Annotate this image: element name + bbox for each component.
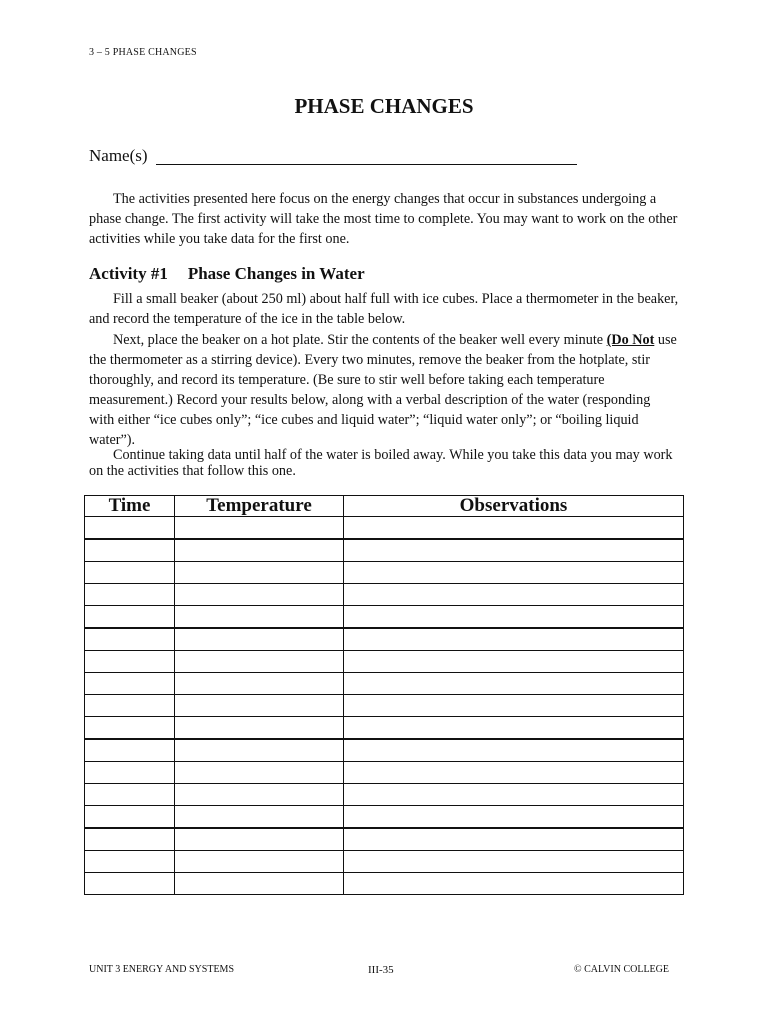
data-table: [84, 495, 684, 895]
page-title: PHASE CHANGES: [294, 94, 474, 118]
observations-cell[interactable]: [344, 806, 684, 829]
paragraph-2-text-b: use the thermometer as a stirring device). Every two minutes, remove the beaker from the hotplate, stir thoroughly, and record its temperature. (Be sure to stir well before taking each temperature measurement.) Record your results below, along with a verbal description of the water (responding with either “ice cubes only”; “ice cubes and liquid water”; “liquid water only”; or “boiling liquid water”).: [89, 332, 677, 448]
time-cell[interactable]: [85, 584, 175, 606]
footer-copyright: © CALVIN COLLEGE: [574, 964, 669, 975]
table-row: [85, 562, 684, 584]
observations-cell[interactable]: [344, 651, 684, 673]
table-row: [85, 606, 684, 629]
header-time: Time: [85, 496, 175, 517]
temperature-cell[interactable]: [175, 717, 344, 740]
observations-cell[interactable]: [344, 695, 684, 717]
footer-unit: UNIT 3 ENERGY AND SYSTEMS: [89, 964, 235, 975]
table-row: [85, 784, 684, 806]
paragraph-2-text-a: Next, place the beaker on a hot plate. Stir the contents of the beaker well every minute: [113, 332, 607, 348]
temperature-cell[interactable]: [175, 873, 344, 895]
temperature-cell[interactable]: [175, 628, 344, 651]
temperature-cell[interactable]: [175, 762, 344, 784]
header-observations: Observations: [344, 496, 684, 517]
temperature-cell[interactable]: [175, 784, 344, 806]
observations-cell[interactable]: [344, 828, 684, 851]
time-cell[interactable]: [85, 873, 175, 895]
observations-cell[interactable]: [344, 584, 684, 606]
table-body: [85, 517, 684, 895]
time-cell[interactable]: [85, 828, 175, 851]
time-cell[interactable]: [85, 673, 175, 695]
table-row: [85, 851, 684, 873]
table-row: [85, 517, 684, 540]
table-row: [85, 584, 684, 606]
do-not-warning: (Do Not: [606, 332, 655, 348]
time-cell[interactable]: [85, 717, 175, 740]
time-cell[interactable]: [85, 739, 175, 762]
observations-cell[interactable]: [344, 562, 684, 584]
observations-cell[interactable]: [344, 517, 684, 540]
table-row: [85, 828, 684, 851]
time-cell[interactable]: [85, 695, 175, 717]
temperature-cell[interactable]: [175, 673, 344, 695]
observations-cell[interactable]: [344, 762, 684, 784]
time-cell[interactable]: [85, 806, 175, 829]
temperature-cell[interactable]: [175, 539, 344, 562]
observations-cell[interactable]: [344, 717, 684, 740]
temperature-cell[interactable]: [175, 651, 344, 673]
time-cell[interactable]: [85, 784, 175, 806]
observations-cell[interactable]: [344, 606, 684, 629]
temperature-cell[interactable]: [175, 517, 344, 540]
time-cell[interactable]: [85, 851, 175, 873]
table-row: [85, 539, 684, 562]
observations-cell[interactable]: [344, 628, 684, 651]
time-cell[interactable]: [85, 517, 175, 540]
activity-paragraph-3: Continue taking data until half of the water is boiled away. While you take this data you may work on the activities that follow this one.: [89, 447, 673, 479]
temperature-cell[interactable]: [175, 851, 344, 873]
observations-cell[interactable]: [344, 784, 684, 806]
observations-cell[interactable]: [344, 739, 684, 762]
time-cell[interactable]: [85, 606, 175, 629]
name-label: Name(s): [89, 146, 148, 165]
temperature-cell[interactable]: [175, 739, 344, 762]
header-temperature: Temperature: [175, 496, 344, 517]
table-row: [85, 651, 684, 673]
time-cell[interactable]: [85, 562, 175, 584]
table-row: [85, 628, 684, 651]
observations-cell[interactable]: [344, 539, 684, 562]
intro-paragraph: The activities presented here focus on the energy changes that occur in substances undergoing a phase change. The first activity will take the most time to complete. You may want to work on the other activities while you take data for the first one.: [89, 191, 678, 247]
temperature-cell[interactable]: [175, 562, 344, 584]
footer-page-number: III-35: [368, 964, 394, 976]
table-header-row: [85, 496, 684, 517]
activity-number: Activity #1: [89, 264, 168, 283]
time-cell[interactable]: [85, 539, 175, 562]
table-row: [85, 762, 684, 784]
table-row: [85, 806, 684, 829]
activity-paragraph-2: [89, 330, 679, 450]
temperature-cell[interactable]: [175, 828, 344, 851]
temperature-cell[interactable]: [175, 584, 344, 606]
table-row: [85, 695, 684, 717]
temperature-cell[interactable]: [175, 606, 344, 629]
time-cell[interactable]: [85, 651, 175, 673]
observations-cell[interactable]: [344, 851, 684, 873]
observations-cell[interactable]: [344, 873, 684, 895]
table-row: [85, 673, 684, 695]
table-row: [85, 717, 684, 740]
activity-title: Phase Changes in Water: [187, 264, 365, 283]
activity-paragraph-1: Fill a small beaker (about 250 ml) about half full with ice cubes. Place a thermometer in the beaker, and record the temperature of the ice in the table below.: [89, 291, 679, 327]
running-head: 3 – 5 PHASE CHANGES: [89, 47, 197, 58]
temperature-cell[interactable]: [175, 695, 344, 717]
observations-cell[interactable]: [344, 673, 684, 695]
table-row: [85, 873, 684, 895]
time-cell[interactable]: [85, 762, 175, 784]
name-field-line[interactable]: [156, 164, 577, 165]
time-cell[interactable]: [85, 628, 175, 651]
table-row: [85, 739, 684, 762]
temperature-cell[interactable]: [175, 806, 344, 829]
activity-heading: [89, 264, 365, 284]
